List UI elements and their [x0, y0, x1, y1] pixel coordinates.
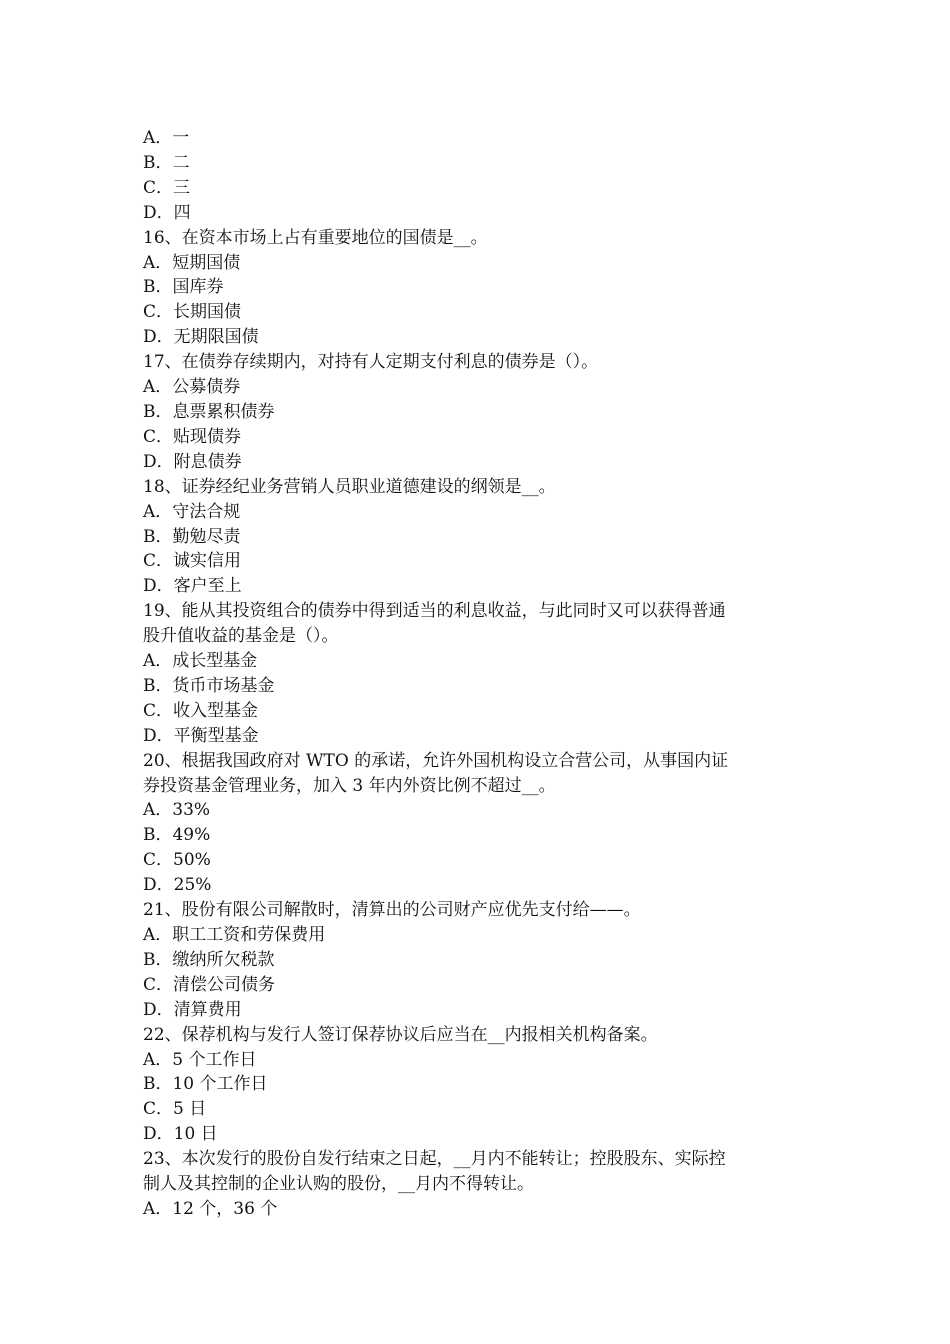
answer-option: D．平衡型基金 — [143, 725, 259, 746]
answer-option: B．息票累积债券 — [143, 401, 275, 422]
answer-option: B．缴纳所欠税款 — [143, 949, 275, 970]
question-stem — [143, 226, 813, 251]
answer-option: B．勤勉尽责 — [143, 526, 241, 547]
question-line: 17、在债券存续期内，对持有人定期支付利息的债券是（）。 — [143, 352, 599, 373]
answer-option: B．国库券 — [143, 277, 224, 298]
answer-option: D．客户至上 — [143, 576, 242, 597]
answer-option: B．货币市场基金 — [143, 675, 275, 696]
question-line: 股升值收益的基金是（）。 — [143, 626, 339, 647]
question-line: 券投资基金管理业务，加入 3 年内外资比例不超过__。 — [143, 775, 556, 796]
answer-option: A．职工工资和劳保费用 — [143, 925, 326, 945]
answer-option: A．一 — [143, 128, 190, 148]
answer-option: A．守法合规 — [143, 501, 241, 522]
question-stem — [143, 749, 813, 799]
answer-option: D．无期限国债 — [143, 327, 259, 348]
question-stem — [143, 475, 813, 500]
question-line: 23、本次发行的股份自发行结束之日起，__月内不能转让；控股股东、实际控 — [143, 1149, 726, 1170]
answer-option: A．公募债券 — [143, 377, 241, 398]
question-stem — [143, 898, 813, 923]
answer-option: C．贴现债券 — [143, 426, 242, 447]
answer-option: A．短期国债 — [143, 252, 241, 273]
answer-option: D．四 — [143, 202, 191, 223]
answer-option: D．附息债券 — [143, 451, 242, 472]
question-line: 20、根据我国政府对 WTO 的承诺，允许外国机构设立合营公司，从事国内证 — [143, 750, 729, 771]
answer-option: A．33% — [143, 800, 211, 821]
answer-option: C．5 日 — [143, 1099, 207, 1120]
question-stem — [143, 599, 813, 649]
question-line: 22、保荐机构与发行人签订保荐协议后应当在__内报相关机构备案。 — [143, 1024, 658, 1045]
answer-option: D．10 日 — [143, 1124, 218, 1145]
document-page — [143, 126, 813, 1222]
answer-option: A．成长型基金 — [143, 651, 258, 672]
question-line: 21、股份有限公司解散时，清算出的公司财产应优先支付给——。 — [143, 900, 641, 921]
answer-option: C．50% — [143, 850, 211, 871]
answer-option: C．清偿公司债务 — [143, 974, 276, 995]
question-line: 制人及其控制的企业认购的股份，__月内不得转让。 — [143, 1174, 534, 1195]
answer-option: D．清算费用 — [143, 999, 242, 1020]
question-line: 16、在资本市场上占有重要地位的国债是__。 — [143, 227, 488, 248]
answer-option: A．5 个工作日 — [143, 1049, 257, 1070]
answer-option: D．25% — [143, 875, 212, 896]
answer-option: B．10 个工作日 — [143, 1074, 268, 1095]
question-stem — [143, 350, 813, 375]
question-stem — [143, 1023, 813, 1048]
answer-option: C．诚实信用 — [143, 551, 242, 572]
question-stem — [143, 1147, 813, 1197]
answer-option: C．长期国债 — [143, 302, 242, 323]
answer-option: B．二 — [143, 152, 190, 173]
answer-option: C．三 — [143, 177, 191, 198]
answer-option: B．49% — [143, 825, 211, 846]
question-line: 19、能从其投资组合的债券中得到适当的利息收益，与此同时又可以获得普通 — [143, 601, 726, 622]
answer-option: A．12 个，36 个 — [143, 1198, 278, 1219]
answer-option: C．收入型基金 — [143, 700, 259, 721]
question-line: 18、证券经纪业务营销人员职业道德建设的纲领是__。 — [143, 476, 556, 497]
